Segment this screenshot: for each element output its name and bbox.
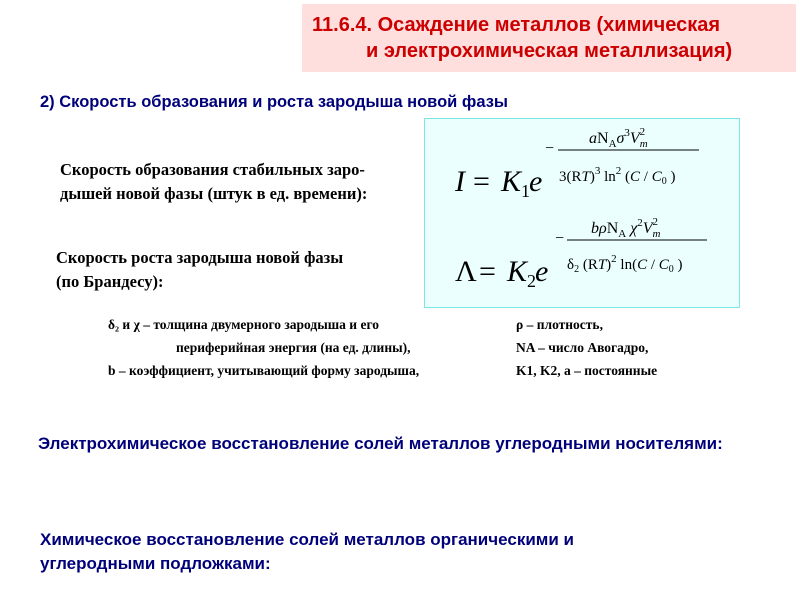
title-line-2: и электрохимическая металлизация): [366, 40, 733, 62]
legend-constants: K1, K2, a – постоянные: [516, 363, 658, 378]
formula-nucleation-rate: [454, 126, 699, 201]
svg-text:K: K: [507, 255, 528, 288]
svg-text:δ2 (RT)2 ln(C / C0 ): $\delta_2$ (RT)$^2$ $\ln(C / C_0$ ): [567, 253, 683, 275]
svg-text:e: e: [535, 255, 549, 288]
growth-rate-line-1: Скорость роста зародыша новой фазы: [56, 248, 344, 267]
legend-left: [108, 313, 419, 382]
svg-text:−: −: [545, 140, 555, 157]
legend-right: [516, 313, 657, 382]
chemical-reduction-line-2: углеродными подложками:: [40, 554, 271, 573]
svg-text:1: 1: [521, 181, 530, 201]
legend-avogadro: NA – число Авогадро,: [516, 340, 649, 355]
legend-delta-chi: δ₂ и χ – толщина двумерного зародыша и его: [108, 317, 379, 332]
svg-text:K: K: [501, 165, 522, 198]
svg-text:Λ: Λ: [455, 255, 477, 288]
formula-box: [424, 118, 740, 308]
legend-b-coefficient: b – коэффициент, учитывающий форму зародыша,: [108, 363, 420, 378]
formula-graphic: [425, 119, 739, 307]
formation-rate-line-1: Скорость образования стабильных заро-: [60, 160, 365, 179]
svg-text:2: 2: [527, 271, 536, 291]
svg-text:I: I: [455, 165, 465, 198]
electrochemical-reduction-heading: Электрохимическое восстановление солей металлов углеродными носителями:: [38, 434, 723, 453]
growth-rate-description: [56, 246, 343, 294]
section-subheading: 2) Скорость образования и роста зародыша новой фазы: [40, 93, 508, 111]
chemical-reduction-heading: [40, 528, 574, 576]
svg-text:−: −: [555, 230, 565, 247]
legend-peripheral-energy: периферийная энергия (на ед. длины),: [176, 340, 411, 355]
title-line-1: 11.6.4. Осаждение металлов (химическая: [312, 14, 721, 36]
formation-rate-line-2: дышей новой фазы (штук в ед. времени):: [60, 184, 368, 203]
svg-text:bρNA χ2Vm2: bρN$_A$ $\chi^2V_m2$: [591, 216, 661, 240]
svg-text:e: e: [529, 165, 543, 198]
svg-text:=: =: [479, 255, 496, 288]
svg-text:3(RT)3 ln2 (C / C0 ): 3(RT)$^3$ $\ln^2 (C / C_0$ ): [559, 165, 676, 187]
formula-growth-rate: [455, 216, 707, 291]
svg-text:aNAσ3Vm2: $aN_A\sigma^3V_m2$: [589, 126, 648, 150]
legend-rho: ρ – плотность,: [516, 317, 603, 332]
formation-rate-description: [60, 158, 367, 206]
svg-text:=: =: [473, 165, 490, 198]
chemical-reduction-line-1: Химическое восстановление солей металлов органическими и: [40, 530, 574, 549]
title-box: [302, 4, 796, 72]
growth-rate-line-2: (по Брандесу):: [56, 272, 164, 291]
